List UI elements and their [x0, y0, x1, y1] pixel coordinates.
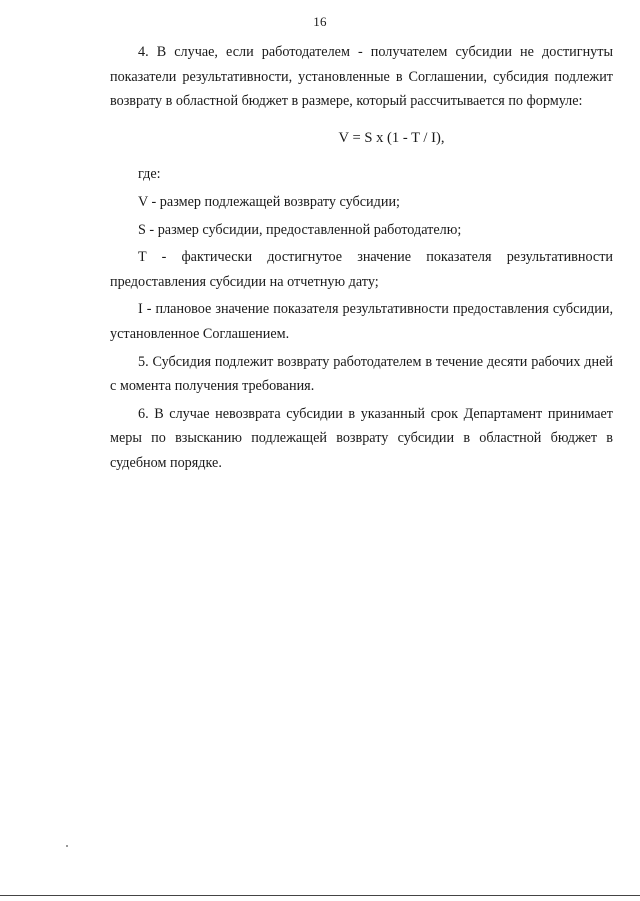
- formula: V = S x (1 - T / I),: [338, 129, 445, 146]
- page-number: 16: [313, 14, 327, 29]
- definition-t: T - фактически достигнутое значение показателя результативности предоставления субсидии на отчетную дату;: [110, 249, 613, 290]
- scan-speck: [66, 845, 68, 847]
- paragraph-6: 6. В случае невозврата субсидии в указанный срок Департамент принимает меры по взысканию подлежащей возврату субсидии в областной бюджет в судебном порядке.: [110, 405, 613, 471]
- definition-i: I - плановое значение показателя результативности предоставления субсидии, установленное Соглашением.: [110, 301, 613, 342]
- document-body: [110, 40, 613, 476]
- definition-v: V - размер подлежащей возврату субсидии;: [138, 193, 400, 210]
- paragraph-5: 5. Субсидия подлежит возврату работодателем в течение десяти рабочих дней с момента получения требования.: [110, 353, 613, 395]
- paragraph-4: 4. В случае, если работодателем - получателем субсидии не достигнуты показатели результативности, установленные в Соглашении, субсидия подлежит возврату в областной бюджет в размере, который рассчитывается по формуле:: [110, 44, 613, 110]
- page-bottom-edge: [0, 895, 640, 896]
- where-label: где:: [138, 166, 161, 183]
- definition-s: S - размер субсидии, предоставленной работодателю;: [138, 221, 462, 238]
